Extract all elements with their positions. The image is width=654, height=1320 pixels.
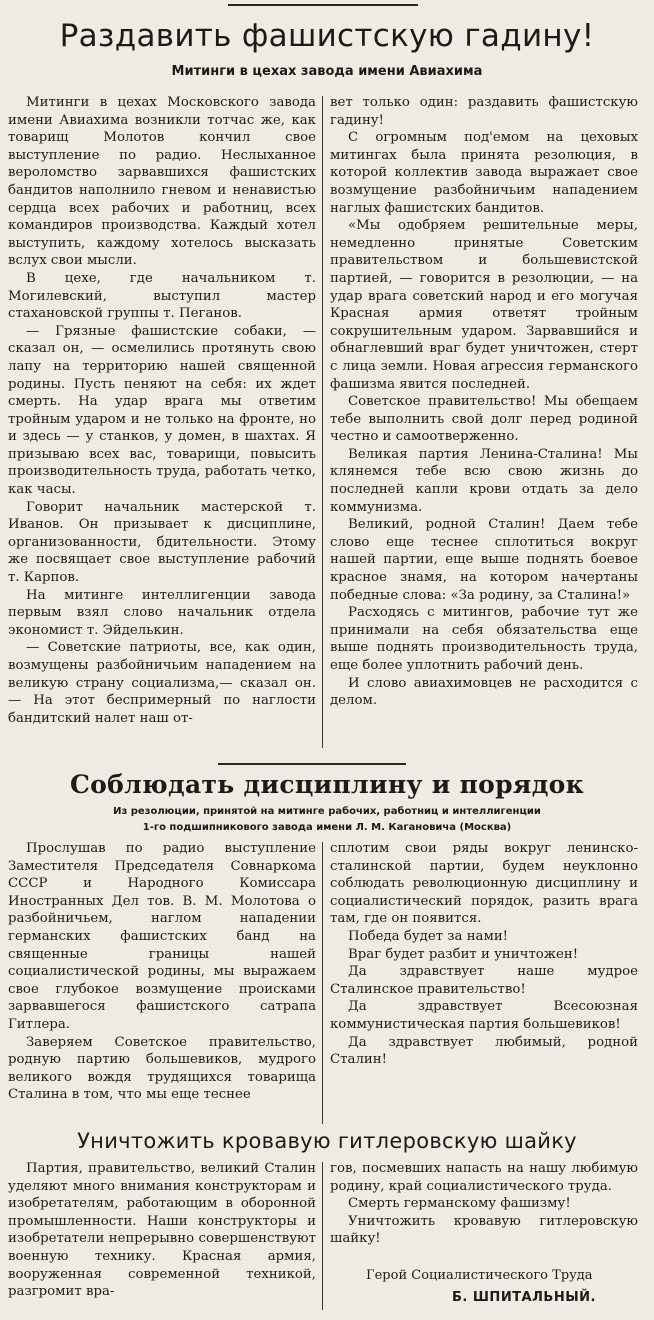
signature-name: Б. ШПИТАЛЬНЫЙ.: [452, 1290, 596, 1305]
paragraph: Враг будет разбит и уничтожен!: [348, 946, 579, 962]
section-rule: [218, 763, 406, 765]
signature-title: Герой Социалистического Труда: [366, 1268, 593, 1283]
top-rule: [228, 4, 418, 6]
article1-left-column: [8, 94, 316, 754]
article2-right-column: [330, 840, 638, 1132]
article2-title: Соблюдать дисциплину и порядок: [69, 770, 584, 799]
paragraph: — Советские патриоты, все, как один, возмущены разбойничьим нападением на великую страну социализма,— сказал он. — На этот беспримерный по наглости бандитский налет наш от-: [8, 640, 316, 726]
paragraph: На митинге интеллигенции завода первым взял слово начальник отдела экономист т. Эйделькин.: [8, 587, 316, 638]
paragraph: вет только один: раздавить фашистскую гадину!: [330, 95, 638, 128]
paragraph: В цехе, где начальником т. Могилевский, выступил мастер стахановской группы т. Пеганов.: [8, 270, 316, 322]
paragraph: Митинги в цехах Московского завода имени Авиахима возникли тотчас же, как товарищ Молотов кончил свое выступление по радио. Неслыханное вероломство зарвавшихся фашистских бандитов наполнило гневом и ненавистью сердца всех рабочих и работниц, всех командиров производства. Каждый хотел выступить, каждому хотелось высказать вслух свои мысли.: [8, 95, 316, 269]
paragraph: Да здравствует любимый, родной Сталин!: [330, 1034, 638, 1068]
paragraph: Говорит начальник мастерской т. Иванов. Он призывает к дисциплине, организованности, бдительности. Этому же посвящает свое выступление рабочий т. Карпов.: [8, 499, 316, 586]
paragraph: Прослушав по радио выступление Заместителя Председателя Совнаркома СССР и Народного Комиссара Иностранных Дел тов. В. М. Молотова о разбойничьем, наглом нападении германских фашистских банд на священные границы нашей социалистической родины, мы выражаем свое глубокое возмущение происками зарвавшегося фашистского сатрапа Гитлера.: [8, 841, 316, 1032]
paragraph: сплотим свои ряды вокруг ленинско-сталинской партии, будем неуклонно соблюдать революционную дисциплину и социалистический порядок, разить врага там, где он появится.: [330, 841, 638, 927]
column-divider: [322, 842, 323, 1124]
paragraph: Великий, родной Сталин! Даем тебе слово еще теснее сплотиться вокруг нашей партии, еще выше поднять боевое красное знамя, на котором начертаны победные слова: «За родину, за Сталина!»: [330, 517, 638, 603]
paragraph: Партия, правительство, великий Сталин уделяют много внимания конструкторам и изобретателям, работающим в оборонной промышленности. Наши конструкторы и изобретатели непрерывно совершенствуют военную технику. Красная армия, вооруженная современной техникой, разгромит вра-: [8, 1161, 316, 1300]
paragraph: Уничтожить кровавую гитлеровскую шайку!: [330, 1213, 638, 1247]
article3-right-column: [330, 1160, 638, 1264]
paragraph: Великая партия Ленина-Сталина! Мы клянемся тебе всю свою жизнь до последней капли крови отдать за дело коммунизма.: [330, 446, 638, 515]
article3-title: Уничтожить кровавую гитлеровскую шайку: [77, 1129, 577, 1153]
paragraph: Да здравствует наше мудрое Сталинское правительство!: [330, 964, 638, 997]
column-divider: [322, 96, 323, 748]
article1-right-column: [330, 94, 638, 754]
article1-subtitle: Митинги в цехах завода имени Авиахима: [171, 64, 483, 79]
paragraph: Смерть германскому фашизму!: [348, 1196, 571, 1212]
paragraph: Да здравствует Всесоюзная коммунистическая партия большевиков!: [330, 999, 638, 1032]
paragraph: — Грязные фашистские собаки, — сказал он, — осмелились протянуть свою лапу на территорию нашей священной родины. Пусть пеняют на себя: их ждет смерть. На удар врага мы ответим тройным ударом и не только на фронте, но и здесь — у станков, у домен, в шахтах. Я призываю всех вас, товарищи, повысить производительность труда, работать четко, как часы.: [8, 323, 316, 498]
paragraph: Заверяем Советское правительство, родную партию большевиков, мудрого великого вождя трудящихся товарища Сталина в том, что мы еще теснее: [8, 1034, 316, 1103]
column-divider: [322, 1162, 323, 1310]
paragraph: И слово авиахимовцев не расходится с делом.: [330, 675, 638, 709]
article1-title: Раздавить фашистскую гадину!: [59, 18, 595, 54]
article2-subtitle-line1: Из резолюции, принятой на митинге рабочих, работниц и интеллигенции: [113, 806, 541, 817]
article2-left-column: [8, 840, 316, 1132]
article2-subtitle-line2: 1-го подшипникового завода имени Л. М. Кагановича (Москва): [142, 822, 512, 833]
paragraph: Расходясь с митингов, рабочие тут же принимали на себя обязательства еще выше поднять производительность труда, еще более уплотнить рабочий день.: [330, 605, 638, 673]
paragraph: Победа будет за нами!: [348, 928, 509, 944]
paragraph: «Мы одобряем решительные меры, немедленно принятые Советским правительством и большевистской партией, — говорится в резолюции, — на удар врага советский народ и его могучая Красная армия ответят тройным сокрушительным ударом. Зарвавшийся и обнаглевший враг будет уничтожен, стерт с лица земли. Новая агрессия германского фашизма явится последней.: [330, 218, 638, 392]
paragraph: С огромным под'емом на цеховых митингах была принята резолюция, в которой коллектив завода выражает свое возмущение разбойничьим нападением наглых фашистских бандитов.: [330, 130, 638, 216]
paragraph: гов, посмевших напасть на нашу любимую родину, край социалистического труда.: [330, 1161, 638, 1194]
paragraph: Советское правительство! Мы обещаем тебе выполнить свой долг перед родиной честно и самоотверженно.: [330, 394, 638, 445]
article3-left-column: [8, 1160, 316, 1310]
